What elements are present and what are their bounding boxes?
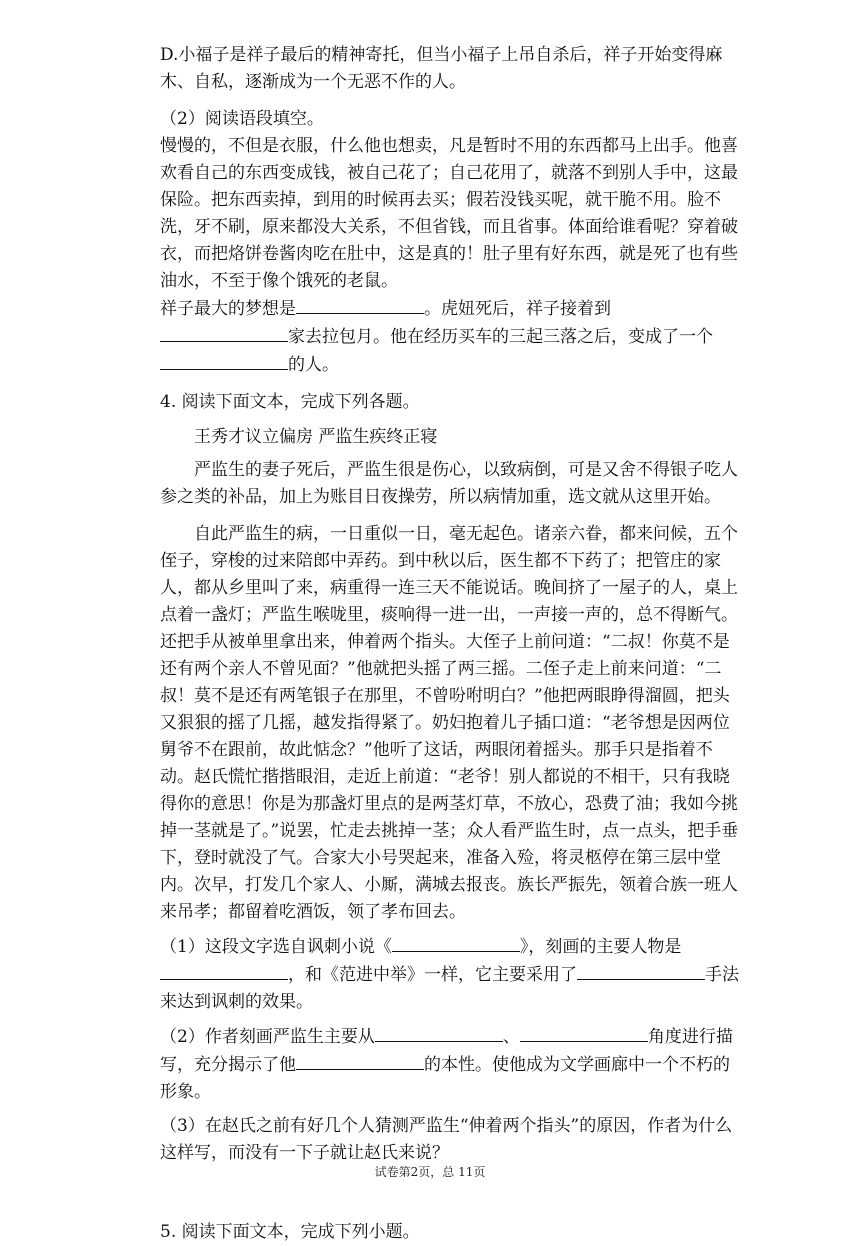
q4-chapter-title: 王秀才议立偏房 严监生疾终正寝 — [194, 427, 438, 447]
q3-sub2-label: （2）阅读语段填空。 — [160, 109, 324, 129]
answer-blank-8[interactable] — [520, 1023, 648, 1042]
q4-sub3: （3）在赵氏之前有好几个人猜测严监生“伸着两个指头”的原因，作者为什么这样写，而没有一下子就让赵氏来说？ — [160, 1116, 733, 1163]
q4-sub1-text-c: ，和《范进中举》一样，它主要采用了 — [288, 965, 577, 985]
exam-page — [160, 42, 740, 1246]
q4-sub2-text-a: （2）作者刻画严监生主要从 — [160, 1027, 375, 1047]
answer-blank-2[interactable] — [160, 323, 288, 342]
q4-sub1 — [160, 933, 740, 1016]
answer-blank-4[interactable] — [392, 933, 520, 952]
page-footer: 试卷第2页，总 11页 — [374, 1165, 486, 1179]
q3-fill-text-b: 。虎妞死后，祥子接着到 — [424, 299, 611, 319]
answer-blank-1[interactable] — [296, 295, 424, 314]
q4-sub2-text-b: 、 — [502, 1027, 520, 1047]
q4-sub1-text-a: （1）这段文字选自讽刺小说《 — [160, 937, 392, 957]
q3-passage: 慢慢的，不但是衣服，什么他也想卖，凡是暂时不用的东西都马上出手。他喜欢看自己的东西变成钱，被自己花了；自己花用了，就落不到别人手中，这最保险。把东西卖掉，到用的时候再去买；假若没钱买呢，就干脆不用。脸不洗，牙不刷，原来都没大关系，不但省钱，而且省事。体面给谁看呢？穿着破衣，而把烙饼卷酱肉吃在肚中，这是真的！肚子里有好东西，就是死了也有些油水，不至于像个饿死的老鼠。 — [160, 136, 738, 291]
q4-sub1-text-d: 手法来达到讽刺的效果。 — [160, 965, 739, 1012]
answer-blank-6[interactable] — [577, 961, 705, 980]
q4-sub2 — [160, 1023, 740, 1106]
q3-fill-text-d: 的人。 — [288, 355, 339, 375]
q3-fill-text-c: 家去拉包月。他在经历买车的三起三落之后，变成了一个 — [288, 327, 713, 347]
q4-passage: 自此严监生的病，一日重似一日，毫无起色。诸亲六眷，都来问候，五个侄子，穿梭的过来陪郎中弄药。到中秋以后，医生都不下药了；把管庄的家人，都从乡里叫了来，病重得一连三天不能说话。晚间挤了一屋子的人，桌上点着一盏灯；严监生喉咙里，痰响得一进一出，一声接一声的，总不得断气。还把手从被单里拿出来，伸着两个指头。大侄子上前问道：“二叔！你莫不是还有两个亲人不曾见面？”他就把头摇了两三摇。二侄子走上前来问道：“二叔！莫不是还有两笔银子在那里，不曾吩咐明白？”他把两眼睁得溜圆，把头又狠狠的摇了几摇，越发指得紧了。奶妇抱着儿子插口道：“老爷想是因两位舅爷不在跟前，故此惦念？”他听了这话，两眼闭着摇头。那手只是指着不动。赵氏慌忙揩揩眼泪，走近上前道：“老爷！别人都说的不相干，只有我晓得你的意思！你是为那盏灯里点的是两茎灯草，不放心，恐费了油；我如今挑掉一茎就是了。”说罢，忙走去挑掉一茎；众人看严监生时，点一点头，把手垂下，登时就没了气。合家大小号哭起来，准备入殓，将灵柩停在第三层中堂内。次早，打发几个家人、小厮，满城去报丧。族长严振先，领着合族一班人来吊孝；都留着吃酒饭，领了孝布回去。 — [160, 524, 739, 922]
answer-blank-3[interactable] — [160, 351, 288, 370]
answer-blank-9[interactable] — [296, 1051, 424, 1070]
q3-option-d: D.小福子是祥子最后的精神寄托，但当小福子上吊自杀后，祥子开始变得麻木、自私，逐渐成为一个无恶不作的人。 — [160, 45, 723, 92]
q3-fill-in — [160, 295, 740, 379]
q4-sub2-text-c: 角度进行描写，充分揭示了他 — [160, 1027, 733, 1075]
answer-blank-5[interactable] — [160, 961, 288, 980]
q4-heading: 4. 阅读下面文本，完成下列各题。 — [160, 392, 420, 412]
answer-blank-7[interactable] — [375, 1023, 503, 1042]
q4-intro: 严监生的妻子死后，严监生很是伤心，以致病倒，可是又舍不得银子吃人参之类的补品，加上为账目日夜操劳，所以病情加重，选文就从这里开始。 — [160, 460, 738, 507]
q4-sub2-text-d: 的本性。使他成为文学画廊中一个不朽的形象。 — [160, 1055, 730, 1102]
q3-fill-text-a: 祥子最大的梦想是 — [160, 299, 296, 319]
q5-heading: 5. 阅读下面文本，完成下列小题。 — [160, 1222, 420, 1242]
q4-sub1-text-b: 》，刻画的主要人物是 — [519, 937, 682, 957]
